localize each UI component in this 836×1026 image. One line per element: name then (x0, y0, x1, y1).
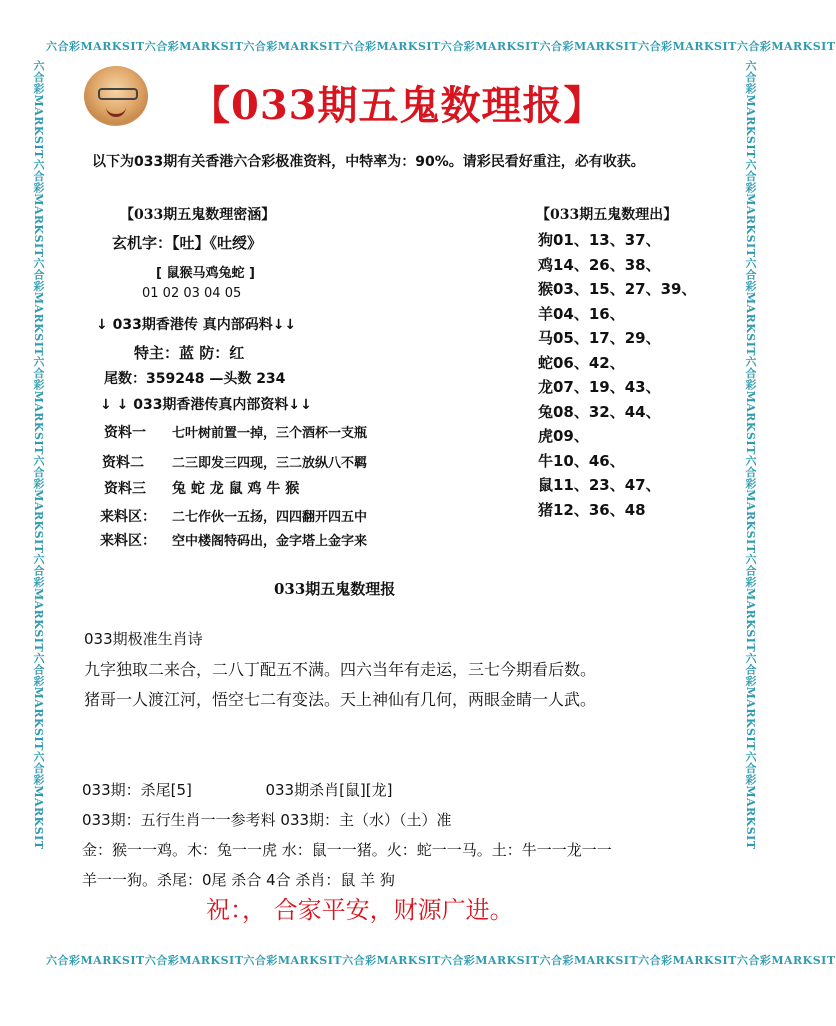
right-heading: 【033期五鬼数理出】 (536, 207, 678, 223)
list-item: 鸡14、26、38、 (538, 255, 661, 274)
kill-line-4: 羊一一狗。杀尾：0尾 杀合 4合 杀肖：鼠 羊 狗 (82, 871, 395, 889)
info-item-3-label: 资料三 (104, 481, 146, 497)
info-item-2-label: 资料二 (102, 455, 144, 471)
list-item: 龙07、19、43、 (538, 378, 661, 396)
info-item-5-text: 空中楼阁特码出，金字塔上金字来 (172, 534, 368, 549)
list-item: 马05、17、29、 (538, 329, 661, 347)
poem-line-1: 九字独取二来合，二八丁配五不满。四六当年有走运，三七今期看后数。 (84, 660, 597, 679)
riddle-line: 玄机字：【吐】《吐绶》 (112, 234, 263, 252)
list-item: 羊04、16、 (538, 304, 625, 323)
list-item: 蛇06、42、 (538, 353, 625, 372)
kill-line-3: 金：猴一一鸡。木：兔一一虎 水：鼠一一猪。火：蛇一一马。土：牛一一龙一一 (82, 841, 612, 859)
info-item-1-text: 七叶树前置一掉，三个酒杯一支瓶 (172, 426, 368, 441)
border-left: 六合彩MARKSIT六合彩MARKSIT六合彩MARKSIT六合彩MARKSIT六合彩MARKSIT六合彩MARKSIT六合彩MARKSIT六合彩MARKSIT (32, 60, 45, 850)
border-right: 六合彩MARKSIT六合彩MARKSIT六合彩MARKSIT六合彩MARKSIT六合彩MARKSIT六合彩MARKSIT六合彩MARKSIT六合彩MARKSIT (744, 60, 757, 850)
info-item-2-text: 二三即发三四现，三二放纵八不羁 (172, 456, 368, 471)
info-item-4-text: 二七作伙一五扬，四四翻开四五中 (172, 510, 368, 525)
blessing-text: 祝：， 合家平安，财源广进。 (206, 896, 514, 924)
inside-info-heading: ↓ ↓ 033期香港传真内部资料↓↓ (100, 397, 312, 413)
kill-block (82, 775, 612, 895)
inside-code-heading: ↓ 033期香港传 真内部码料↓↓ (96, 317, 297, 333)
list-item: 猪12、36、48 (538, 500, 646, 519)
list-item: 牛10、46、 (538, 451, 625, 470)
tail-line: 尾数：359248 —头数 234 (104, 371, 286, 387)
poem-block (84, 655, 596, 715)
info-item-5-label: 来料区： (100, 533, 156, 549)
kill-line-2: 033期：五行生肖一一参考料 033期：主（水）（土）准 (82, 811, 452, 829)
poem-line-2: 猪哥一人渡江河，悟空七二有变法。天上神仙有几何，两眼金睛一人武。 (84, 690, 597, 709)
zodiac-set: [ 鼠猴马鸡兔蛇 ] (156, 266, 255, 281)
border-bottom: 六合彩MARKSIT六合彩MARKSIT六合彩MARKSIT六合彩MARKSIT六合彩MARKSIT六合彩MARKSIT六合彩MARKSIT六合彩MARKSIT (46, 954, 836, 967)
list-item: 兔08、32、44、 (538, 402, 661, 421)
poem-title: 033期极准生肖诗 (84, 630, 203, 648)
list-item: 狗01、13、37、 (538, 231, 661, 249)
section-subtitle: 033期五鬼数理报 (274, 580, 396, 598)
list-item: 虎09、 (538, 427, 589, 445)
number-set: 01 02 03 04 05 (142, 286, 242, 301)
info-item-4-label: 来料区： (100, 509, 156, 525)
page-title: 【033期五鬼数理报】 (190, 82, 605, 129)
kill-line-1 (82, 775, 612, 805)
avatar-portrait (84, 66, 148, 126)
border-top: 六合彩MARKSIT六合彩MARKSIT六合彩MARKSIT六合彩MARKSIT六合彩MARKSIT六合彩MARKSIT六合彩MARKSIT六合彩MARKSIT (46, 40, 836, 53)
kill-tail: 033期：杀尾[5] (82, 781, 192, 799)
info-item-3-text: 兔 蛇 龙 鼠 鸡 牛 猴 (172, 481, 300, 497)
list-item: 鼠11、23、47、 (538, 476, 661, 494)
left-heading: 【033期五鬼数理密涵】 (120, 207, 276, 223)
zodiac-number-list (538, 228, 697, 522)
intro-text: 以下为033期有关香港六合彩极准资料，中特率为：90%。请彩民看好重注，必有收获。 (92, 154, 645, 170)
special-line: 特主：蓝 防：红 (134, 344, 245, 362)
list-item: 猴03、15、27、39、 (538, 280, 697, 298)
kill-zodiac: 033期杀肖[鼠][龙] (265, 781, 393, 799)
info-item-1-label: 资料一 (104, 425, 146, 441)
